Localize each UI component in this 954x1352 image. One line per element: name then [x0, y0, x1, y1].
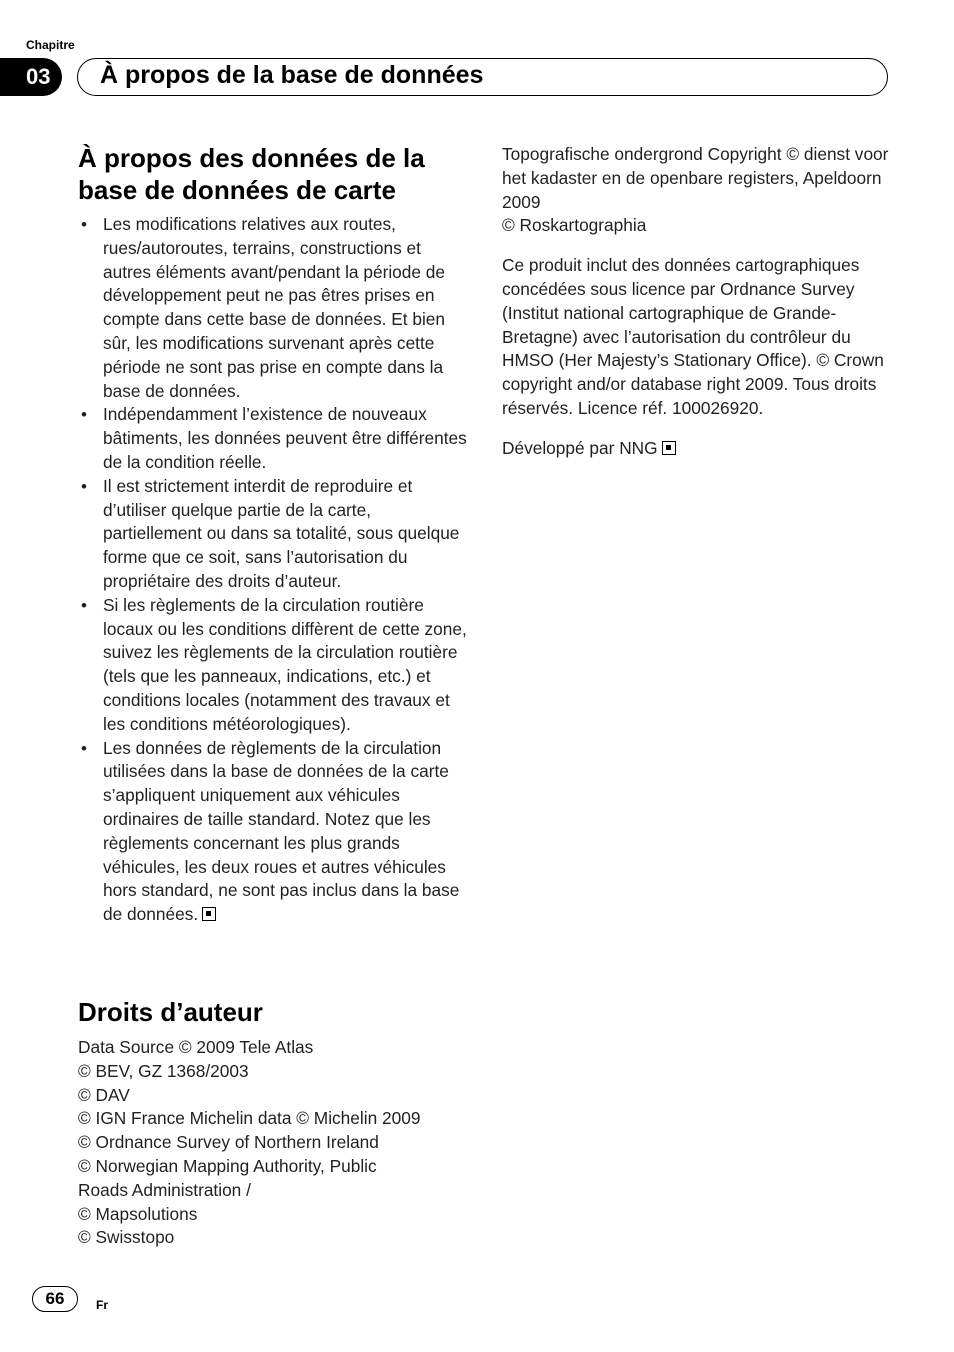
- section-title-map-data: À propos des données de la base de données de carte: [78, 143, 425, 205]
- chapter-title: À propos de la base de données: [100, 61, 484, 89]
- page-number: 66: [32, 1286, 78, 1312]
- copyright-line: © Ordnance Survey of Northern Ireland: [78, 1132, 379, 1153]
- bullet-dot-icon: •: [81, 405, 87, 425]
- bullet-dot-icon: •: [81, 215, 87, 234]
- copyright-line: © Norwegian Mapping Authority, Public: [78, 1155, 377, 1176]
- list-item: [78, 594, 470, 737]
- bullet-text: Il est strictement interdit de reproduire et d’utiliser quelque partie de la carte, partiellement ou dans sa totalité, sous quelque forme que ce soit, sans l’autorisation du propriétaire des droits d’auteur.: [103, 475, 460, 591]
- bullet-text: Indépendamment l’existence de nouveaux bâtiments, les données peuvent être différentes de la condition réelle.: [103, 404, 467, 472]
- list-item: [78, 213, 470, 403]
- copyright-line: © BEV, GZ 1368/2003: [78, 1060, 249, 1081]
- copyright-line: © IGN France Michelin data © Michelin 2009: [78, 1108, 421, 1129]
- bullet-text: Les données de règlements de la circulation utilisées dans la base de données de la carte s’appliquent uniquement aux véhicules ordinaires de taille standard. Notez que les règlements concernant les plus grands véhicules, les deux roues et autres véhicules hors standard, ne sont pas inclus dans la base de données.: [103, 737, 460, 925]
- chapter-number-badge: 03: [0, 58, 62, 96]
- copyright-line: Roads Administration /: [78, 1179, 251, 1200]
- paragraph-kadaster: [502, 143, 894, 238]
- copyright-list: [78, 1036, 478, 1250]
- bullet-dot-icon: •: [81, 738, 87, 758]
- copyright-line: Data Source © 2009 Tele Atlas: [78, 1037, 314, 1057]
- paragraph-developer: [502, 437, 894, 461]
- end-mark-icon: [202, 907, 216, 921]
- bullet-list: [78, 213, 470, 927]
- list-item: [78, 737, 470, 927]
- paragraph-text: © Roskartographia: [502, 215, 647, 236]
- right-column: [502, 143, 894, 477]
- language-code: Fr: [96, 1298, 108, 1312]
- chapter-title-box: [77, 58, 888, 96]
- section-title-copyright: Droits d’auteur: [78, 997, 263, 1027]
- bullet-dot-icon: •: [81, 476, 87, 496]
- bullet-dot-icon: •: [81, 595, 87, 615]
- end-mark-icon: [662, 441, 676, 455]
- bullet-text: Les modifications relatives aux routes, rues/autoroutes, terrains, constructions et autres éléments avant/pendant la période de développement peut ne pas êtres prises en compte dans cette base de données. Et bien sûr, les modifications survenant après cette période ne sont pas prise en compte dans la base de données.: [103, 214, 446, 401]
- copyright-line: © DAV: [78, 1084, 130, 1105]
- paragraph-text: Topografische ondergrond Copyright © dienst voor het kadaster en de openbare registers, Apeldoorn 2009: [502, 144, 889, 212]
- copyright-line: © Mapsolutions: [78, 1203, 198, 1224]
- chapter-label: Chapitre: [26, 38, 75, 52]
- list-item: [78, 475, 470, 594]
- developer-text: Développé par NNG: [502, 437, 658, 458]
- list-item: [78, 403, 470, 474]
- paragraph-ordnance: Ce produit inclut des données cartographiques concédées sous licence par Ordnance Survey (Institut national cartographique de Grande-Bretagne) avec l’autorisation du contrôleur du HMSO (Her Majesty’s Stationary Office). © Crown copyright and/or database right 2009. Tous droits réservés. Licence réf. 100026920.: [502, 255, 884, 418]
- bullet-text: Si les règlements de la circulation routière locaux ou les conditions diffèrent de cette zone, suivez les règlements de la circulation routière (tels que les panneaux, indications, etc.) et conditions locales (notamment des travaux et les conditions météorologiques).: [103, 594, 467, 734]
- copyright-line: © Swisstopo: [78, 1227, 175, 1248]
